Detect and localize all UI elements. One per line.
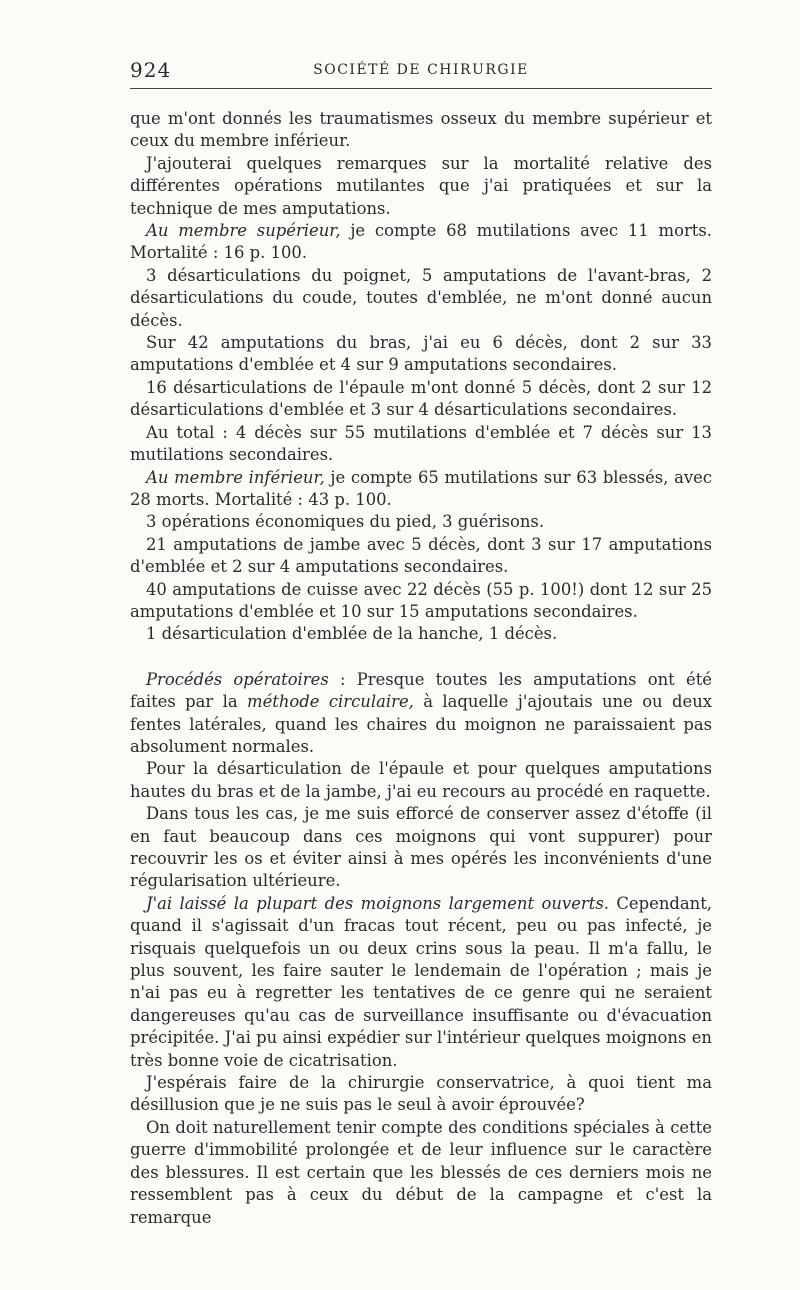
- page-number: 924: [130, 58, 172, 82]
- paragraph: Pour la désarticulation de l'épaule et pour quelques amputations hautes du bras et de la jambe, j'ai eu recours au procédé en raquette.: [130, 759, 712, 801]
- paragraph: 21 amputations de jambe avec 5 décès, dont 3 sur 17 amputations d'emblée et 2 sur 4 amputations secondaires.: [130, 534, 712, 577]
- paragraph: 1 désarticulation d'emblée de la hanche, 1 décès.: [146, 624, 558, 644]
- body-text: [130, 108, 712, 1229]
- italic-phrase: Au membre supérieur,: [146, 221, 341, 241]
- page-header: [130, 58, 712, 89]
- italic-phrase: méthode circulaire,: [247, 692, 414, 712]
- paragraph: 16 désarticulations de l'épaule m'ont donné 5 décès, dont 2 sur 12 désarticulations d'emblée et 3 sur 4 désarticulations secondaires.: [130, 377, 712, 420]
- italic-phrase: Procédés opératoires: [146, 669, 329, 689]
- paragraph: 40 amputations de cuisse avec 22 décès (55 p. 100!) dont 12 sur 25 amputations d'emblée et 10 sur 15 amputations secondaires.: [130, 579, 712, 621]
- italic-phrase: Au membre inférieur,: [146, 467, 325, 487]
- paragraph: 3 désarticulations du poignet, 5 amputations de l'avant-bras, 2 désarticulations du coude, toutes d'emblée, ne m'ont donné aucun décès.: [130, 265, 712, 330]
- paragraph: Au membre supérieur, je compte 68 mutilations avec 11 morts. Mortalité : 16 p. 100.: [130, 221, 712, 263]
- paragraph: 3 opérations économiques du pied, 3 guérisons.: [146, 512, 545, 532]
- paragraph: Dans tous les cas, je me suis efforcé de conserver assez d'étoffe (il en faut beaucoup dans ces moignons qui vont suppurer) pour recouvrir les os et éviter ainsi à mes opérés les inconvénients d'une régularisation ultérieure.: [130, 804, 712, 891]
- paragraph: J'espérais faire de la chirurgie conservatrice, à quoi tient ma désillusion que je ne suis pas le seul à avoir éprouvée?: [130, 1073, 712, 1115]
- paragraph: que m'ont donnés les traumatismes osseux du membre supérieur et ceux du membre inférieur.: [130, 109, 712, 151]
- running-title: SOCIÉTÉ DE CHIRURGIE: [313, 62, 529, 78]
- paragraph: Sur 42 amputations du bras, j'ai eu 6 décès, dont 2 sur 33 amputations d'emblée et 4 sur 9 amputations secondaires.: [130, 333, 712, 375]
- paragraph: Au total : 4 décès sur 55 mutilations d'emblée et 7 décès sur 13 mutilations secondaires.: [130, 422, 712, 465]
- italic-phrase: J'ai laissé la plupart des moignons largement ouverts.: [146, 893, 609, 913]
- paragraph: On doit naturellement tenir compte des conditions spéciales à cette guerre d'immobilité prolongée et de leur influence sur le caractère des blessures. Il est certain que les blessés de ces derniers mois ne ressemblent pas à ceux du début de la campagne et c'est la remarque: [130, 1117, 712, 1227]
- paragraph: J'ai laissé la plupart des moignons largement ouverts. Cependant, quand il s'agissait d'un fracas tout récent, peu ou pas infecté, je risquais quelquefois un ou deux crins sous la peau. Il m'a fallu, le plus souvent, les faire sauter le lendemain de l'opération ; mais je n'ai pas eu à regretter les tentatives de ce genre qui ne seraient dangereuses qu'au cas de surveillance insuffisante ou d'évacuation précipitée. J'ai pu ainsi expédier sur l'intérieur quelques moignons en très bonne voie de cicatrisation.: [130, 893, 713, 1070]
- paragraph: Procédés opératoires : Presque toutes les amputations ont été faites par la méthode circulaire, à laquelle j'ajoutais une ou deux fentes latérales, quand les chaires du moignon ne paraissaient pas absolument normales.: [130, 669, 712, 756]
- paragraph: J'ajouterai quelques remarques sur la mortalité relative des différentes opérations mutilantes que j'ai pratiquées et sur la technique de mes amputations.: [130, 153, 712, 218]
- paragraph: Au membre inférieur, je compte 65 mutilations sur 63 blessés, avec 28 morts. Mortalité : 43 p. 100.: [130, 467, 712, 509]
